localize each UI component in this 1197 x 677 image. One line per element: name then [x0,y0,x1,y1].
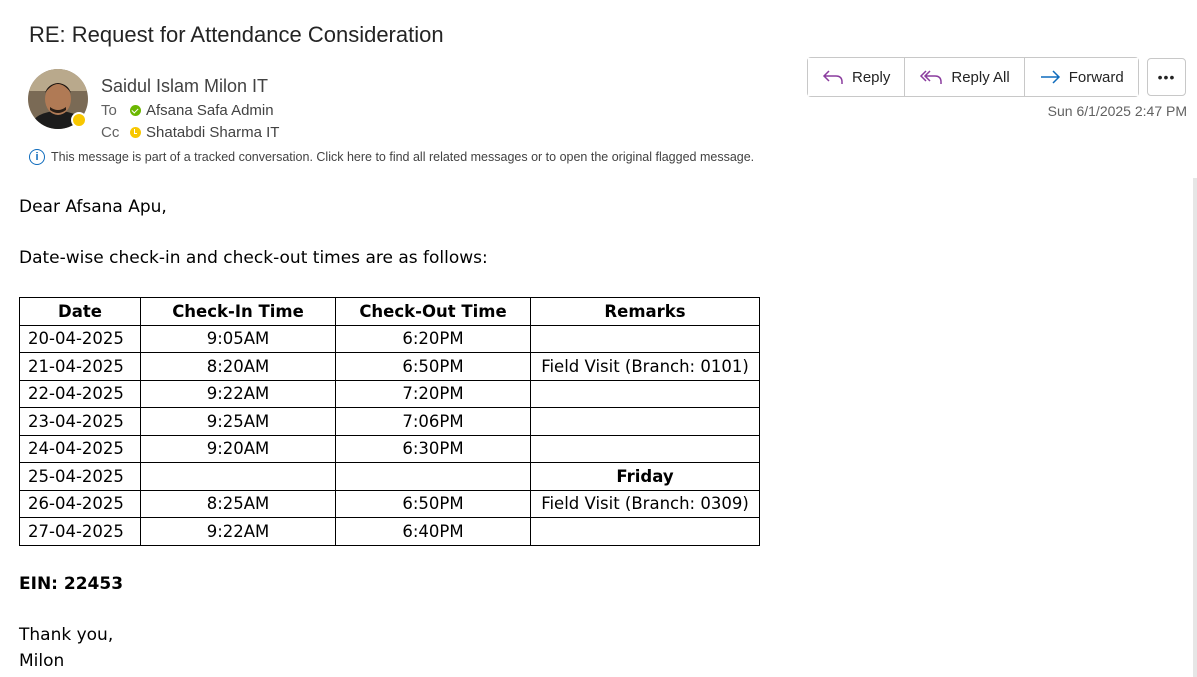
attendance-table [19,297,760,546]
intro-text: Date-wise check-in and check-out times are as follows: [19,248,488,268]
presence-available-icon [130,105,141,116]
info-icon: i [29,149,45,165]
reply-button-group [807,57,1139,97]
cell-check-out: 6:50PM [336,490,531,518]
cell-check-out: 6:30PM [336,435,531,463]
cc-recipient[interactable]: Shatabdi Sharma IT [146,124,280,141]
infobar-text: This message is part of a tracked conversation. Click here to find all related messages or to open the original flagged message. [51,150,755,164]
email-subject: RE: Request for Attendance Consideration [29,22,444,47]
cell-remarks [531,518,760,546]
header-check-out: Check-Out Time [336,298,531,326]
cell-check-out: 6:20PM [336,325,531,353]
cc-line [101,124,279,141]
sent-date: Sun 6/1/2025 2:47 PM [1047,103,1187,119]
cell-remarks [531,325,760,353]
reply-label: Reply [852,68,891,86]
reply-all-label: Reply All [951,68,1010,86]
cell-check-in: 9:22AM [141,518,336,546]
sender-name[interactable]: Saidul Islam Milon IT [101,76,269,96]
cell-remarks [531,435,760,463]
cell-date: 26-04-2025 [20,490,141,518]
table-row [20,380,760,408]
cell-date: 24-04-2025 [20,435,141,463]
forward-label: Forward [1068,68,1124,86]
table-header-row [20,298,760,326]
cell-check-in: 8:25AM [141,490,336,518]
reply-icon [822,68,844,86]
to-line [101,102,274,119]
greeting: Dear Afsana Apu, [19,197,167,217]
cc-label: Cc [101,124,120,141]
forward-icon [1039,68,1061,86]
table-row [20,325,760,353]
cell-check-out [336,463,531,491]
cell-remarks: Field Visit (Branch: 0309) [531,490,760,518]
cell-remarks: Field Visit (Branch: 0101) [531,353,760,381]
cell-check-in: 9:05AM [141,325,336,353]
cell-date: 20-04-2025 [20,325,141,353]
cell-check-in: 8:20AM [141,353,336,381]
cell-remarks [531,380,760,408]
table-row [20,353,760,381]
cell-check-out: 6:50PM [336,353,531,381]
cell-check-in [141,463,336,491]
cell-check-out: 6:40PM [336,518,531,546]
to-label: To [101,102,117,119]
cell-date: 27-04-2025 [20,518,141,546]
header-check-in: Check-In Time [141,298,336,326]
table-row [20,518,760,546]
reading-pane-scrollbar[interactable] [1193,178,1197,677]
table-row [20,408,760,436]
message-actions [807,57,1139,97]
cell-check-out: 7:06PM [336,408,531,436]
cell-remarks [531,408,760,436]
presence-away-icon [71,112,87,128]
forward-button[interactable] [1025,58,1138,96]
cell-check-in: 9:22AM [141,380,336,408]
reply-all-button[interactable] [905,58,1024,96]
presence-away-small-icon [130,127,141,138]
more-icon: ••• [1157,69,1176,85]
table-row [20,435,760,463]
reply-all-icon [919,68,943,86]
cell-remarks: Friday [531,463,760,491]
cell-date: 25-04-2025 [20,463,141,491]
cell-date: 21-04-2025 [20,353,141,381]
cell-check-out: 7:20PM [336,380,531,408]
cell-date: 22-04-2025 [20,380,141,408]
cell-check-in: 9:20AM [141,435,336,463]
closing-text: Thank you, [19,625,114,645]
signature-text: Milon [19,651,65,671]
more-actions-button[interactable] [1147,58,1186,96]
table-row [20,490,760,518]
to-recipient[interactable]: Afsana Safa Admin [146,102,274,119]
cell-check-in: 9:25AM [141,408,336,436]
header-remarks: Remarks [531,298,760,326]
cell-date: 23-04-2025 [20,408,141,436]
tracked-conversation-infobar[interactable] [29,149,754,165]
reply-button[interactable] [808,58,905,96]
ein-text: EIN: 22453 [19,574,124,594]
header-date: Date [20,298,141,326]
table-row [20,463,760,491]
